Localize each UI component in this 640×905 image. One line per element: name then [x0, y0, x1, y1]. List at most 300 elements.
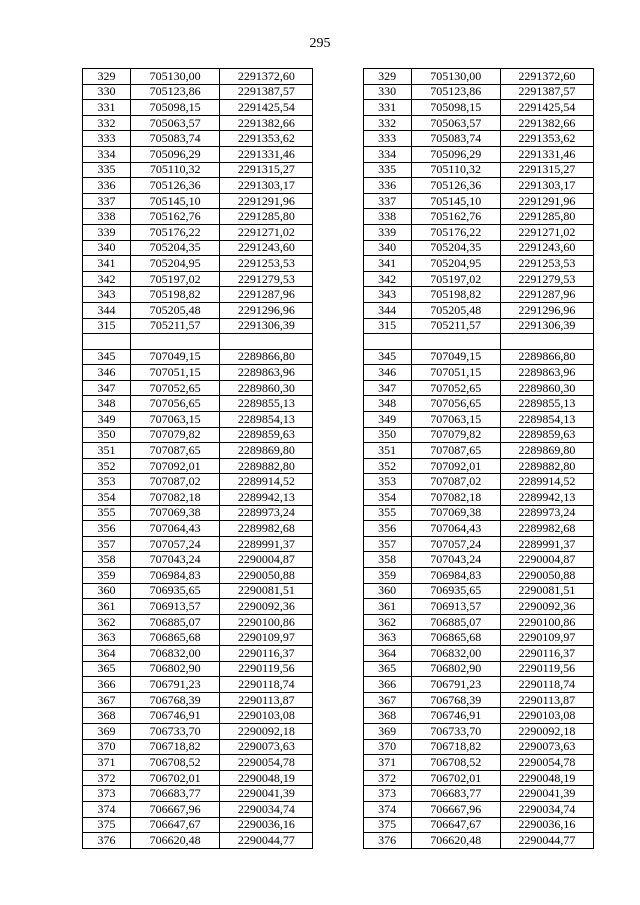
right-y-coordinate-cell: 2291353,62	[500, 131, 593, 147]
table-row	[83, 427, 594, 443]
right-x-coordinate-cell: 705204,35	[411, 240, 500, 256]
left-x-coordinate-cell: 706746,91	[131, 708, 220, 724]
left-point-number-cell: 339	[83, 224, 131, 240]
column-gap	[313, 645, 363, 661]
left-point-number-cell: 373	[83, 786, 131, 802]
right-x-coordinate-cell: 706768,39	[411, 692, 500, 708]
left-x-coordinate-cell: 705197,02	[131, 271, 220, 287]
left-x-coordinate-cell: 707087,02	[131, 474, 220, 490]
column-gap	[313, 271, 363, 287]
right-y-coordinate-cell: 2291287,96	[500, 287, 593, 303]
right-point-number-cell: 339	[363, 224, 411, 240]
left-point-number-cell: 365	[83, 661, 131, 677]
right-y-coordinate-cell: 2290034,74	[500, 801, 593, 817]
left-y-coordinate-cell: 2291291,96	[220, 193, 313, 209]
left-y-coordinate-cell: 2289982,68	[220, 521, 313, 537]
empty-cell	[220, 334, 313, 350]
left-point-number-cell: 353	[83, 474, 131, 490]
column-gap	[313, 162, 363, 178]
left-y-coordinate-cell: 2290036,16	[220, 817, 313, 833]
right-y-coordinate-cell: 2291331,46	[500, 146, 593, 162]
column-gap	[313, 349, 363, 365]
table-row	[83, 630, 594, 646]
table-row	[83, 833, 594, 849]
left-x-coordinate-cell: 705123,86	[131, 84, 220, 100]
left-point-number-cell: 342	[83, 271, 131, 287]
right-point-number-cell: 362	[363, 614, 411, 630]
column-gap	[313, 146, 363, 162]
right-point-number-cell: 336	[363, 178, 411, 194]
left-x-coordinate-cell: 705211,57	[131, 318, 220, 334]
table-row	[83, 396, 594, 412]
right-point-number-cell: 351	[363, 443, 411, 459]
right-x-coordinate-cell: 705176,22	[411, 224, 500, 240]
right-y-coordinate-cell: 2291372,60	[500, 69, 593, 85]
right-point-number-cell: 330	[363, 84, 411, 100]
left-y-coordinate-cell: 2289882,80	[220, 458, 313, 474]
left-y-coordinate-cell: 2291331,46	[220, 146, 313, 162]
right-x-coordinate-cell: 706885,07	[411, 614, 500, 630]
left-point-number-cell: 358	[83, 552, 131, 568]
left-x-coordinate-cell: 706708,52	[131, 755, 220, 771]
left-x-coordinate-cell: 706832,00	[131, 645, 220, 661]
column-gap	[313, 568, 363, 584]
column-gap	[313, 490, 363, 506]
table-row	[83, 69, 594, 85]
table-row	[83, 801, 594, 817]
left-y-coordinate-cell: 2291387,57	[220, 84, 313, 100]
right-x-coordinate-cell: 707087,02	[411, 474, 500, 490]
blank-separator-row	[83, 334, 594, 350]
right-x-coordinate-cell: 705204,95	[411, 256, 500, 272]
left-point-number-cell: 369	[83, 723, 131, 739]
table-row	[83, 224, 594, 240]
left-x-coordinate-cell: 707052,65	[131, 380, 220, 396]
right-y-coordinate-cell: 2291279,53	[500, 271, 593, 287]
right-x-coordinate-cell: 705096,29	[411, 146, 500, 162]
right-point-number-cell: 372	[363, 770, 411, 786]
table-row	[83, 755, 594, 771]
table-row	[83, 583, 594, 599]
left-y-coordinate-cell: 2291296,96	[220, 302, 313, 318]
right-point-number-cell: 349	[363, 412, 411, 428]
column-gap	[313, 412, 363, 428]
left-y-coordinate-cell: 2291285,80	[220, 209, 313, 225]
left-point-number-cell: 368	[83, 708, 131, 724]
right-y-coordinate-cell: 2291306,39	[500, 318, 593, 334]
left-point-number-cell: 371	[83, 755, 131, 771]
left-y-coordinate-cell: 2291243,60	[220, 240, 313, 256]
empty-cell	[83, 334, 131, 350]
right-y-coordinate-cell: 2291296,96	[500, 302, 593, 318]
coordinates-table-container	[82, 68, 594, 849]
table-row	[83, 178, 594, 194]
right-x-coordinate-cell: 706746,91	[411, 708, 500, 724]
table-row	[83, 599, 594, 615]
left-point-number-cell: 370	[83, 739, 131, 755]
column-gap	[313, 786, 363, 802]
left-point-number-cell: 349	[83, 412, 131, 428]
right-y-coordinate-cell: 2290100,86	[500, 614, 593, 630]
left-x-coordinate-cell: 705204,35	[131, 240, 220, 256]
left-y-coordinate-cell: 2289914,52	[220, 474, 313, 490]
left-y-coordinate-cell: 2290073,63	[220, 739, 313, 755]
column-gap	[313, 833, 363, 849]
left-x-coordinate-cell: 706913,57	[131, 599, 220, 615]
left-x-coordinate-cell: 705205,48	[131, 302, 220, 318]
column-gap	[313, 583, 363, 599]
left-y-coordinate-cell: 2290092,18	[220, 723, 313, 739]
left-y-coordinate-cell: 2290118,74	[220, 677, 313, 693]
left-point-number-cell: 363	[83, 630, 131, 646]
left-point-number-cell: 344	[83, 302, 131, 318]
right-x-coordinate-cell: 706718,82	[411, 739, 500, 755]
right-x-coordinate-cell: 706620,48	[411, 833, 500, 849]
table-row	[83, 692, 594, 708]
left-x-coordinate-cell: 706865,68	[131, 630, 220, 646]
left-point-number-cell: 332	[83, 115, 131, 131]
left-x-coordinate-cell: 705096,29	[131, 146, 220, 162]
left-point-number-cell: 340	[83, 240, 131, 256]
left-y-coordinate-cell: 2289859,63	[220, 427, 313, 443]
right-point-number-cell: 337	[363, 193, 411, 209]
right-x-coordinate-cell: 707049,15	[411, 349, 500, 365]
left-x-coordinate-cell: 705083,74	[131, 131, 220, 147]
left-x-coordinate-cell: 706667,96	[131, 801, 220, 817]
left-y-coordinate-cell: 2290081,51	[220, 583, 313, 599]
left-x-coordinate-cell: 706733,70	[131, 723, 220, 739]
right-point-number-cell: 340	[363, 240, 411, 256]
left-x-coordinate-cell: 706647,67	[131, 817, 220, 833]
right-y-coordinate-cell: 2289869,80	[500, 443, 593, 459]
right-y-coordinate-cell: 2289982,68	[500, 521, 593, 537]
table-row	[83, 505, 594, 521]
right-point-number-cell: 347	[363, 380, 411, 396]
left-x-coordinate-cell: 706885,07	[131, 614, 220, 630]
right-x-coordinate-cell: 706667,96	[411, 801, 500, 817]
right-x-coordinate-cell: 706683,77	[411, 786, 500, 802]
left-y-coordinate-cell: 2290041,39	[220, 786, 313, 802]
empty-cell	[363, 334, 411, 350]
right-y-coordinate-cell: 2290109,97	[500, 630, 593, 646]
left-point-number-cell: 362	[83, 614, 131, 630]
table-row	[83, 302, 594, 318]
left-y-coordinate-cell: 2291372,60	[220, 69, 313, 85]
left-point-number-cell: 345	[83, 349, 131, 365]
column-gap	[313, 256, 363, 272]
column-gap	[313, 334, 363, 350]
left-point-number-cell: 348	[83, 396, 131, 412]
column-gap	[313, 770, 363, 786]
left-x-coordinate-cell: 705110,32	[131, 162, 220, 178]
right-x-coordinate-cell: 707092,01	[411, 458, 500, 474]
right-y-coordinate-cell: 2290004,87	[500, 552, 593, 568]
right-y-coordinate-cell: 2291303,17	[500, 178, 593, 194]
table-row	[83, 193, 594, 209]
column-gap	[313, 723, 363, 739]
left-point-number-cell: 356	[83, 521, 131, 537]
column-gap	[313, 692, 363, 708]
right-y-coordinate-cell: 2290050,88	[500, 568, 593, 584]
column-gap	[313, 287, 363, 303]
left-y-coordinate-cell: 2289991,37	[220, 536, 313, 552]
left-point-number-cell: 334	[83, 146, 131, 162]
table-row	[83, 443, 594, 459]
left-point-number-cell: 374	[83, 801, 131, 817]
column-gap	[313, 521, 363, 537]
right-x-coordinate-cell: 705098,15	[411, 100, 500, 116]
right-y-coordinate-cell: 2290041,39	[500, 786, 593, 802]
left-x-coordinate-cell: 706935,65	[131, 583, 220, 599]
left-point-number-cell: 364	[83, 645, 131, 661]
right-point-number-cell: 333	[363, 131, 411, 147]
right-point-number-cell: 332	[363, 115, 411, 131]
right-y-coordinate-cell: 2291243,60	[500, 240, 593, 256]
right-point-number-cell: 345	[363, 349, 411, 365]
column-gap	[313, 209, 363, 225]
right-point-number-cell: 371	[363, 755, 411, 771]
table-row	[83, 115, 594, 131]
left-point-number-cell: 333	[83, 131, 131, 147]
column-gap	[313, 755, 363, 771]
right-x-coordinate-cell: 705211,57	[411, 318, 500, 334]
right-y-coordinate-cell: 2290081,51	[500, 583, 593, 599]
right-y-coordinate-cell: 2289991,37	[500, 536, 593, 552]
left-x-coordinate-cell: 705126,36	[131, 178, 220, 194]
right-y-coordinate-cell: 2289914,52	[500, 474, 593, 490]
left-x-coordinate-cell: 705130,00	[131, 69, 220, 85]
right-y-coordinate-cell: 2290118,74	[500, 677, 593, 693]
table-row	[83, 645, 594, 661]
right-point-number-cell: 367	[363, 692, 411, 708]
column-gap	[313, 302, 363, 318]
column-gap	[313, 380, 363, 396]
right-point-number-cell: 361	[363, 599, 411, 615]
right-y-coordinate-cell: 2290103,08	[500, 708, 593, 724]
table-row	[83, 552, 594, 568]
right-x-coordinate-cell: 707082,18	[411, 490, 500, 506]
left-point-number-cell: 376	[83, 833, 131, 849]
right-y-coordinate-cell: 2291285,80	[500, 209, 593, 225]
left-x-coordinate-cell: 706718,82	[131, 739, 220, 755]
left-x-coordinate-cell: 706620,48	[131, 833, 220, 849]
right-point-number-cell: 334	[363, 146, 411, 162]
right-x-coordinate-cell: 706791,23	[411, 677, 500, 693]
left-x-coordinate-cell: 707063,15	[131, 412, 220, 428]
left-y-coordinate-cell: 2291271,02	[220, 224, 313, 240]
right-point-number-cell: 366	[363, 677, 411, 693]
right-point-number-cell: 344	[363, 302, 411, 318]
table-row	[83, 287, 594, 303]
left-point-number-cell: 367	[83, 692, 131, 708]
left-y-coordinate-cell: 2289866,80	[220, 349, 313, 365]
right-y-coordinate-cell: 2289973,24	[500, 505, 593, 521]
left-point-number-cell: 338	[83, 209, 131, 225]
right-point-number-cell: 373	[363, 786, 411, 802]
right-point-number-cell: 342	[363, 271, 411, 287]
right-y-coordinate-cell: 2290116,37	[500, 645, 593, 661]
left-y-coordinate-cell: 2291382,66	[220, 115, 313, 131]
left-x-coordinate-cell: 707051,15	[131, 365, 220, 381]
left-x-coordinate-cell: 707092,01	[131, 458, 220, 474]
right-x-coordinate-cell: 707069,38	[411, 505, 500, 521]
table-row	[83, 271, 594, 287]
table-row	[83, 84, 594, 100]
right-x-coordinate-cell: 707079,82	[411, 427, 500, 443]
left-y-coordinate-cell: 2290092,36	[220, 599, 313, 615]
right-x-coordinate-cell: 706935,65	[411, 583, 500, 599]
right-x-coordinate-cell: 706832,00	[411, 645, 500, 661]
right-x-coordinate-cell: 705130,00	[411, 69, 500, 85]
left-y-coordinate-cell: 2290109,97	[220, 630, 313, 646]
column-gap	[313, 630, 363, 646]
table-row	[83, 770, 594, 786]
left-x-coordinate-cell: 705198,82	[131, 287, 220, 303]
left-y-coordinate-cell: 2291279,53	[220, 271, 313, 287]
left-y-coordinate-cell: 2290050,88	[220, 568, 313, 584]
right-y-coordinate-cell: 2290044,77	[500, 833, 593, 849]
left-y-coordinate-cell: 2289942,13	[220, 490, 313, 506]
right-x-coordinate-cell: 707064,43	[411, 521, 500, 537]
right-y-coordinate-cell: 2289860,30	[500, 380, 593, 396]
empty-cell	[131, 334, 220, 350]
left-y-coordinate-cell: 2291287,96	[220, 287, 313, 303]
right-x-coordinate-cell: 707087,65	[411, 443, 500, 459]
right-point-number-cell: 335	[363, 162, 411, 178]
left-y-coordinate-cell: 2290103,08	[220, 708, 313, 724]
left-y-coordinate-cell: 2290054,78	[220, 755, 313, 771]
right-point-number-cell: 369	[363, 723, 411, 739]
right-x-coordinate-cell: 705110,32	[411, 162, 500, 178]
left-x-coordinate-cell: 706683,77	[131, 786, 220, 802]
column-gap	[313, 178, 363, 194]
right-x-coordinate-cell: 706733,70	[411, 723, 500, 739]
left-y-coordinate-cell: 2290044,77	[220, 833, 313, 849]
column-gap	[313, 708, 363, 724]
column-gap	[313, 224, 363, 240]
right-y-coordinate-cell: 2290054,78	[500, 755, 593, 771]
right-x-coordinate-cell: 707052,65	[411, 380, 500, 396]
column-gap	[313, 599, 363, 615]
right-point-number-cell: 343	[363, 287, 411, 303]
right-x-coordinate-cell: 705205,48	[411, 302, 500, 318]
column-gap	[313, 614, 363, 630]
right-y-coordinate-cell: 2289859,63	[500, 427, 593, 443]
right-y-coordinate-cell: 2290119,56	[500, 661, 593, 677]
right-point-number-cell: 353	[363, 474, 411, 490]
right-y-coordinate-cell: 2291382,66	[500, 115, 593, 131]
left-x-coordinate-cell: 705145,10	[131, 193, 220, 209]
right-point-number-cell: 331	[363, 100, 411, 116]
right-point-number-cell: 365	[363, 661, 411, 677]
left-point-number-cell: 335	[83, 162, 131, 178]
left-x-coordinate-cell: 706791,23	[131, 677, 220, 693]
right-point-number-cell: 350	[363, 427, 411, 443]
table-row	[83, 521, 594, 537]
left-x-coordinate-cell: 707079,82	[131, 427, 220, 443]
column-gap	[313, 115, 363, 131]
column-gap	[313, 801, 363, 817]
right-x-coordinate-cell: 706647,67	[411, 817, 500, 833]
left-x-coordinate-cell: 705176,22	[131, 224, 220, 240]
column-gap	[313, 69, 363, 85]
left-x-coordinate-cell: 705204,95	[131, 256, 220, 272]
column-gap	[313, 536, 363, 552]
table-row	[83, 661, 594, 677]
left-x-coordinate-cell: 705162,76	[131, 209, 220, 225]
column-gap	[313, 739, 363, 755]
right-y-coordinate-cell: 2290092,18	[500, 723, 593, 739]
table-row	[83, 474, 594, 490]
right-point-number-cell: 346	[363, 365, 411, 381]
left-y-coordinate-cell: 2290034,74	[220, 801, 313, 817]
left-y-coordinate-cell: 2290048,19	[220, 770, 313, 786]
left-point-number-cell: 354	[83, 490, 131, 506]
left-y-coordinate-cell: 2290119,56	[220, 661, 313, 677]
table-row	[83, 256, 594, 272]
right-y-coordinate-cell: 2290073,63	[500, 739, 593, 755]
right-point-number-cell: 368	[363, 708, 411, 724]
left-x-coordinate-cell: 707056,65	[131, 396, 220, 412]
right-x-coordinate-cell: 706708,52	[411, 755, 500, 771]
left-point-number-cell: 337	[83, 193, 131, 209]
table-row	[83, 490, 594, 506]
column-gap	[313, 552, 363, 568]
left-y-coordinate-cell: 2290116,37	[220, 645, 313, 661]
right-x-coordinate-cell: 705063,57	[411, 115, 500, 131]
right-point-number-cell: 357	[363, 536, 411, 552]
left-point-number-cell: 375	[83, 817, 131, 833]
right-x-coordinate-cell: 706702,01	[411, 770, 500, 786]
empty-cell	[500, 334, 593, 350]
left-x-coordinate-cell: 707082,18	[131, 490, 220, 506]
right-point-number-cell: 352	[363, 458, 411, 474]
left-point-number-cell: 329	[83, 69, 131, 85]
right-point-number-cell: 329	[363, 69, 411, 85]
right-y-coordinate-cell: 2289863,96	[500, 365, 593, 381]
column-gap	[313, 505, 363, 521]
left-x-coordinate-cell: 707049,15	[131, 349, 220, 365]
left-x-coordinate-cell: 705098,15	[131, 100, 220, 116]
left-x-coordinate-cell: 706702,01	[131, 770, 220, 786]
column-gap	[313, 240, 363, 256]
left-y-coordinate-cell: 2290100,86	[220, 614, 313, 630]
left-y-coordinate-cell: 2291306,39	[220, 318, 313, 334]
column-gap	[313, 443, 363, 459]
right-x-coordinate-cell: 707043,24	[411, 552, 500, 568]
left-y-coordinate-cell: 2290113,87	[220, 692, 313, 708]
table-row	[83, 708, 594, 724]
left-x-coordinate-cell: 707064,43	[131, 521, 220, 537]
left-point-number-cell: 352	[83, 458, 131, 474]
right-x-coordinate-cell: 707056,65	[411, 396, 500, 412]
right-y-coordinate-cell: 2289866,80	[500, 349, 593, 365]
column-gap	[313, 365, 363, 381]
table-row	[83, 365, 594, 381]
right-point-number-cell: 355	[363, 505, 411, 521]
table-row	[83, 568, 594, 584]
table-row	[83, 380, 594, 396]
table-row	[83, 209, 594, 225]
table-row	[83, 146, 594, 162]
right-point-number-cell: 375	[363, 817, 411, 833]
right-x-coordinate-cell: 707057,24	[411, 536, 500, 552]
left-y-coordinate-cell: 2289973,24	[220, 505, 313, 521]
right-y-coordinate-cell: 2291425,54	[500, 100, 593, 116]
coordinates-table	[82, 68, 594, 849]
left-x-coordinate-cell: 705063,57	[131, 115, 220, 131]
left-y-coordinate-cell: 2289855,13	[220, 396, 313, 412]
